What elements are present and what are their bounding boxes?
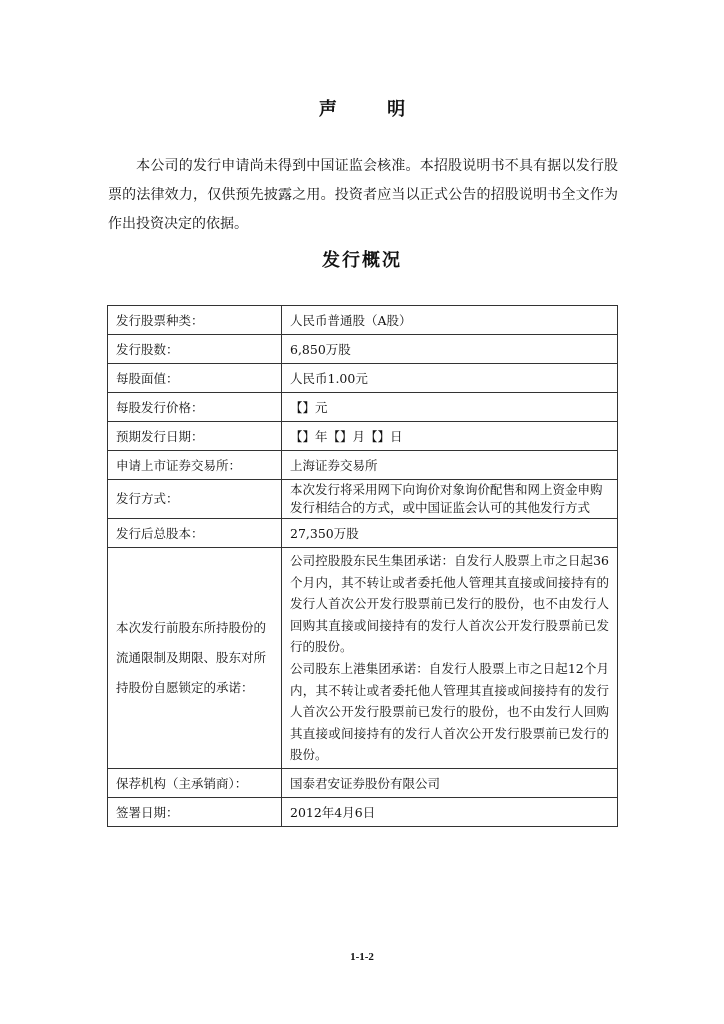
row-label: 发行股数： bbox=[108, 335, 282, 364]
declaration-text-block bbox=[108, 152, 618, 239]
row-value: 本次发行将采用网下向询价对象询价配售和网上资金申购发行相结合的方式，或中国证监会认可的其他发行方式 bbox=[282, 480, 618, 519]
table-row bbox=[108, 393, 618, 422]
row-label: 每股发行价格： bbox=[108, 393, 282, 422]
table-row bbox=[108, 364, 618, 393]
row-label: 保荐机构（主承销商）： bbox=[108, 768, 282, 797]
table-row bbox=[108, 422, 618, 451]
row-value: 国泰君安证券股份有限公司 bbox=[282, 768, 618, 797]
row-value: 人民币普通股（A股） bbox=[282, 306, 618, 335]
row-label: 申请上市证券交易所： bbox=[108, 451, 282, 480]
table-row bbox=[108, 480, 618, 519]
row-label: 本次发行前股东所持股份的流通限制及期限、股东对所持股份自愿锁定的承诺： bbox=[108, 548, 282, 769]
row-label: 发行后总股本： bbox=[108, 519, 282, 548]
issuance-overview-table bbox=[107, 305, 618, 827]
row-label: 发行股票种类： bbox=[108, 306, 282, 335]
row-value: 人民币1.00元 bbox=[282, 364, 618, 393]
row-label: 签署日期： bbox=[108, 797, 282, 826]
row-value-lockup bbox=[282, 548, 618, 769]
lockup-commitment-minsheng: 公司控股股东民生集团承诺：自发行人股票上市之日起36个月内，其不转让或者委托他人管理其直接或间接持有的发行人首次公开发行股票前已发行的股份，也不由发行人回购其直接或间接持有的发行人首次公开发行股票前已发行的股份。 bbox=[290, 553, 609, 655]
table-row bbox=[108, 335, 618, 364]
table-row bbox=[108, 519, 618, 548]
row-label: 每股面值： bbox=[108, 364, 282, 393]
page-number: 1-1-2 bbox=[350, 951, 374, 963]
table-row bbox=[108, 768, 618, 797]
row-value: 27,350万股 bbox=[282, 519, 618, 548]
lockup-commitment-shanggang: 公司股东上港集团承诺：自发行人股票上市之日起12个月内，其不转让或者委托他人管理其直接或间接持有的发行人首次公开发行股票前已发行的股份，也不由发行人回购其直接或间接持有的发行人首次公开发行股票前已发行的股份。 bbox=[290, 660, 609, 763]
row-value: 2012年4月6日 bbox=[282, 797, 618, 826]
table-row bbox=[108, 797, 618, 826]
table-row bbox=[108, 306, 618, 335]
row-value: 【】年【】月【】日 bbox=[282, 422, 618, 451]
declaration-text: 本公司的发行申请尚未得到中国证监会核准。本招股说明书不具有据以发行股票的法律效力，仅供预先披露之用。投资者应当以正式公告的招股说明书全文作为作出投资决定的依据。 bbox=[108, 158, 618, 232]
row-value: 【】元 bbox=[282, 393, 618, 422]
table-row bbox=[108, 548, 618, 769]
row-value: 6,850万股 bbox=[282, 335, 618, 364]
row-value: 上海证券交易所 bbox=[282, 451, 618, 480]
row-label: 预期发行日期： bbox=[108, 422, 282, 451]
row-label: 发行方式： bbox=[108, 480, 282, 519]
declaration-title: 声 明 bbox=[318, 99, 428, 120]
table-row bbox=[108, 451, 618, 480]
overview-title: 发行概况 bbox=[322, 250, 402, 271]
